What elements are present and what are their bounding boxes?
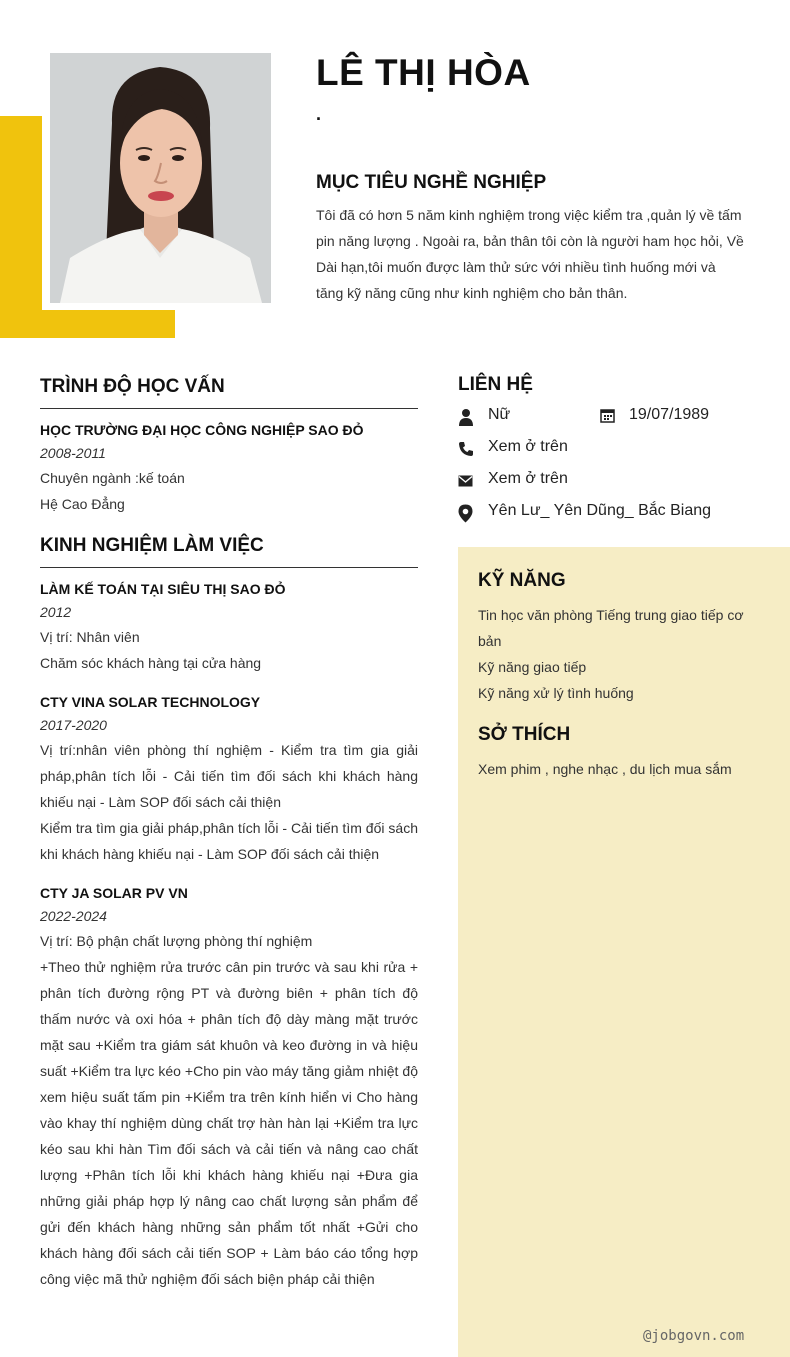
candidate-name: LÊ THỊ HÒA xyxy=(316,52,531,93)
education-title: TRÌNH ĐỘ HỌC VẤN xyxy=(40,376,225,397)
skill-item: Kỹ năng giao tiếp xyxy=(478,659,587,675)
phone-icon xyxy=(458,441,474,457)
hobbies-text: Xem phim , nghe nhạc , du lịch mua sắm xyxy=(478,761,732,777)
watermark: @jobgovn.com xyxy=(643,1328,745,1344)
job-position: Vị trí:nhân viên phòng thí nghiệm - Kiểm tra tìm gia giải pháp,phân tích lỗi - Cải tiến tìm đối sách khi khách hàng khiếu nại - Làm SOP đối sách cải thiện xyxy=(40,742,418,810)
job-description: Kiểm tra tìm gia giải pháp,phân tích lỗi - Cải tiến tìm đối sách khi khách hàng khiếu nại - Làm SOP đối sách cải thiện xyxy=(40,820,418,862)
education-years: 2008-2011 xyxy=(40,445,106,461)
contact-phone[interactable]: Xem ở trên xyxy=(488,438,568,455)
contact-gender: Nữ xyxy=(488,406,511,423)
education-school: HỌC TRƯỜNG ĐẠI HỌC CÔNG NGHIỆP SAO ĐỎ xyxy=(40,422,364,438)
experience-title: KINH NGHIỆM LÀM VIỆC xyxy=(40,535,264,556)
skills-title: KỸ NĂNG xyxy=(478,570,566,591)
job-description: +Theo thử nghiệm rửa trước cân pin trước và sau khi rửa + phân tích đường rộng PT và đường biên + phân tích độ thấm nước và oxi hóa + phân tích độ dày màng mặt trước mặt sau +Kiểm tra giám sát khuôn và keo đường in và hiệu suất +Kiểm tra lực kéo +Cho pin vào máy tăng giảm nhiệt độ xem hiệu suất tấm pin +Kiểm tra trên kính hiển vi Cho hàng vào khay thí nghiệm dùng chất trợ hàn hàn lại +Kiểm tra lực kéo sau khi hàn Tìm đối sách và cải tiến và nâng cao chất lượng +Phân tích lỗi khi khách hàng khiếu nại +Đưa gia những giải pháp hợp lý nâng cao chất lượng sản phẩm để gửi đến khách hàng những sản phẩm tốt nhất +Gửi cho khách hàng đối sách cải tiến SOP + Làm báo cáo tổng hợp công việc mã thử nghiệm đối sách biện pháp cải thiện xyxy=(40,959,418,1287)
profile-photo xyxy=(50,53,271,303)
contact-email[interactable]: Xem ở trên xyxy=(488,470,568,487)
job-years: 2017-2020 xyxy=(40,717,107,733)
candidate-subtitle: . xyxy=(316,104,322,124)
education-major: Chuyên ngành :kế toán xyxy=(40,470,185,486)
email-icon xyxy=(458,474,474,490)
hobbies-title: SỞ THÍCH xyxy=(478,724,571,745)
calendar-icon xyxy=(600,408,616,424)
accent-bar-horizontal xyxy=(0,310,175,338)
objective-title: MỤC TIÊU NGHỀ NGHIỆP xyxy=(316,172,547,193)
job-description: Chăm sóc khách hàng tại cửa hàng xyxy=(40,655,262,671)
skill-item: Tin học văn phòng Tiếng trung giao tiếp cơ bản xyxy=(478,607,744,649)
contact-address: Yên Lư_ Yên Dũng_ Bắc Biang xyxy=(488,502,712,519)
job-company: CTY VINA SOLAR TECHNOLOGY xyxy=(40,694,261,710)
job-company: LÀM KẾ TOÁN TẠI SIÊU THỊ SAO ĐỎ xyxy=(40,581,286,597)
education-divider xyxy=(40,408,418,409)
accent-bar-vertical xyxy=(0,116,42,338)
experience-divider xyxy=(40,567,418,568)
job-position: Vị trí: Bộ phận chất lượng phòng thí nghiệm xyxy=(40,933,313,949)
job-company: CTY JA SOLAR PV VN xyxy=(40,885,188,901)
job-years: 2022-2024 xyxy=(40,908,107,924)
objective-text: Tôi đã có hơn 5 năm kinh nghiệm trong việc kiểm tra ,quản lý về tấm pin năng lượng . Ngoài ra, bản thân tôi còn là người ham học hỏi, Về Dài hạn,tôi muốn được làm thử sức với nhiều tình huống mới và tăng kỹ năng cũng như kinh nghiệm cho bản thân. xyxy=(316,207,744,301)
job-years: 2012 xyxy=(40,604,72,620)
person-icon xyxy=(458,408,474,424)
location-pin-icon xyxy=(458,504,474,520)
skill-item: Kỹ năng xử lý tình huống xyxy=(478,685,634,701)
contact-birthday: 19/07/1989 xyxy=(629,406,710,423)
education-level: Hệ Cao Đẳng xyxy=(40,496,125,512)
contact-title: LIÊN HỆ xyxy=(458,374,533,395)
job-position: Vị trí: Nhân viên xyxy=(40,629,140,645)
